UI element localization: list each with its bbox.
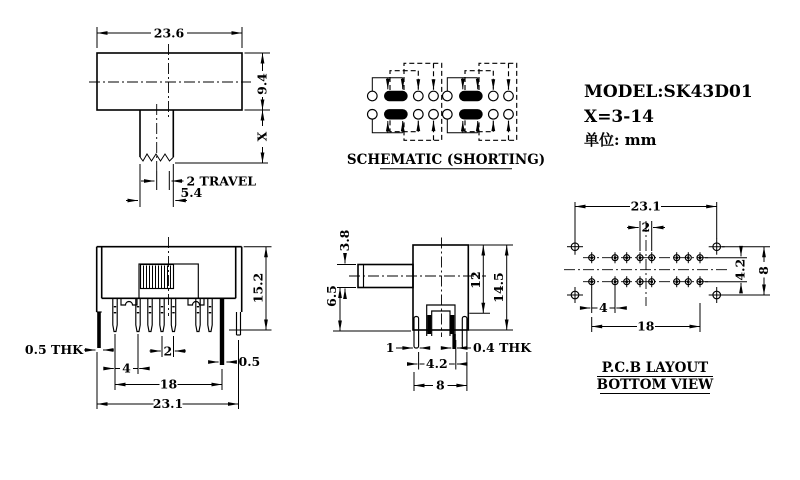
- dim-top-width: [97, 26, 242, 49]
- dim-label-base-width: 8: [436, 377, 445, 393]
- model-number: MODEL:SK43D01: [584, 82, 753, 102]
- dim-front-pitch-outer: [104, 334, 149, 376]
- contact-circle: [443, 91, 453, 101]
- pin: [113, 298, 117, 331]
- dim-label-side-total-height: 14.5: [491, 272, 506, 303]
- dim-pad-pitch-outer: [581, 287, 627, 315]
- dim-label-travel: 2 TRAVEL: [186, 173, 257, 189]
- dim-label-row-gap: 4.2: [732, 258, 748, 281]
- contact-circle: [368, 110, 378, 120]
- dim-leg-offset: [386, 340, 430, 355]
- mounting-hole: [567, 239, 583, 255]
- top-view-body-outline: [97, 53, 242, 110]
- contact-circle: [504, 110, 514, 120]
- pin: [208, 298, 212, 331]
- dim-label-leg-offset: 1: [385, 340, 395, 355]
- dim-label-side-body-height: 12: [468, 271, 483, 289]
- contact-circle: [429, 110, 439, 120]
- mounting-hole: [567, 287, 583, 303]
- dim-label-hole-span: 23.1: [630, 198, 662, 214]
- dim-front-pin-width: [210, 354, 261, 369]
- dim-label-stem-offset: 6.5: [324, 285, 339, 307]
- schematic-caption: SCHEMATIC (SHORTING): [346, 152, 546, 168]
- actuator-stem: [358, 265, 413, 288]
- dim-label-front-pitch-center: 2: [163, 343, 173, 359]
- pcb-caption-line1: P.C.B LAYOUT: [601, 360, 709, 376]
- contact-pins: [113, 298, 212, 331]
- x-range: X=3-14: [584, 107, 654, 127]
- contact-circle: [368, 91, 378, 101]
- dim-label-bracket-thickness: 0.5 THK: [24, 342, 83, 357]
- contact-circle: [429, 91, 439, 101]
- dim-label-leg-span: 4.2: [425, 356, 448, 371]
- pcb-caption-line2: BOTTOM VIEW: [596, 377, 714, 393]
- pin: [148, 298, 152, 331]
- dim-front-pitch-center: [150, 336, 187, 359]
- pin: [171, 298, 175, 331]
- dim-label-front-pitch-outer: 4: [122, 360, 131, 376]
- terminal-pin: [452, 334, 455, 349]
- dim-label-stem-width: 5.4: [180, 185, 203, 200]
- pcb-layout-view: [564, 199, 771, 394]
- dim-label-front-total-height: 15.2: [250, 272, 266, 304]
- schematic-view: [347, 63, 545, 169]
- center-terminal-block: [427, 305, 456, 349]
- highlighted-pin: [220, 298, 224, 365]
- dim-stem-width: [126, 164, 203, 207]
- dim-label-pad-pitch: 2: [641, 219, 651, 235]
- dim-label-front-pin-width: 0.5: [238, 354, 261, 369]
- top-view-centerlines: [89, 44, 251, 171]
- title-block: [584, 82, 753, 149]
- dim-label-top-height: 9.4: [254, 73, 270, 95]
- dim-label-front-overall-width: 23.1: [152, 396, 184, 411]
- contact-circle: [489, 110, 499, 120]
- dim-label-stem-height: 3.8: [337, 229, 352, 252]
- contact-circle: [443, 110, 453, 120]
- dim-side-body-height: [468, 245, 490, 313]
- side-view: [324, 229, 532, 392]
- dim-stem-offset: [324, 285, 411, 331]
- pin: [160, 298, 164, 331]
- shorting-bar: [384, 91, 408, 101]
- unit-note: 单位: mm: [584, 131, 657, 149]
- top-view: [89, 26, 270, 208]
- contact-circle: [414, 110, 424, 120]
- dim-top-height: [245, 53, 271, 110]
- dim-label-pad-span: 18: [637, 318, 655, 334]
- side-view-body-outline: [413, 245, 468, 330]
- dim-leg-span: [407, 340, 467, 371]
- contact-circle: [504, 91, 514, 101]
- shorting-bar: [384, 109, 408, 119]
- contact-circle: [489, 91, 499, 101]
- dashed-loop: [479, 63, 517, 140]
- side-leg: [414, 317, 419, 349]
- dim-label-top-width: 23.6: [153, 25, 185, 41]
- dim-label-pad-pitch-outer: 4: [598, 300, 608, 315]
- dim-label-front-pin-span: 18: [159, 376, 178, 392]
- dim-label-pin-thickness: 0.4 THK: [473, 340, 532, 355]
- schematic-pole-group: [368, 63, 442, 140]
- dim-label-stem-length: X: [254, 131, 270, 142]
- front-view: [25, 237, 272, 411]
- schematic-pole-group: [443, 63, 517, 140]
- dim-stem-length: [175, 110, 270, 163]
- dashed-loop: [404, 63, 442, 140]
- bracket-pin: [97, 312, 101, 348]
- shorting-bar: [459, 91, 483, 101]
- side-leg: [462, 317, 467, 349]
- contact-circle: [414, 91, 424, 101]
- top-view-stem-outline: [140, 110, 174, 161]
- mounting-ear: [121, 298, 137, 305]
- dim-pad-span: [592, 303, 700, 334]
- dim-label-hole-gap: 8: [756, 266, 771, 275]
- shorting-bar: [459, 109, 483, 119]
